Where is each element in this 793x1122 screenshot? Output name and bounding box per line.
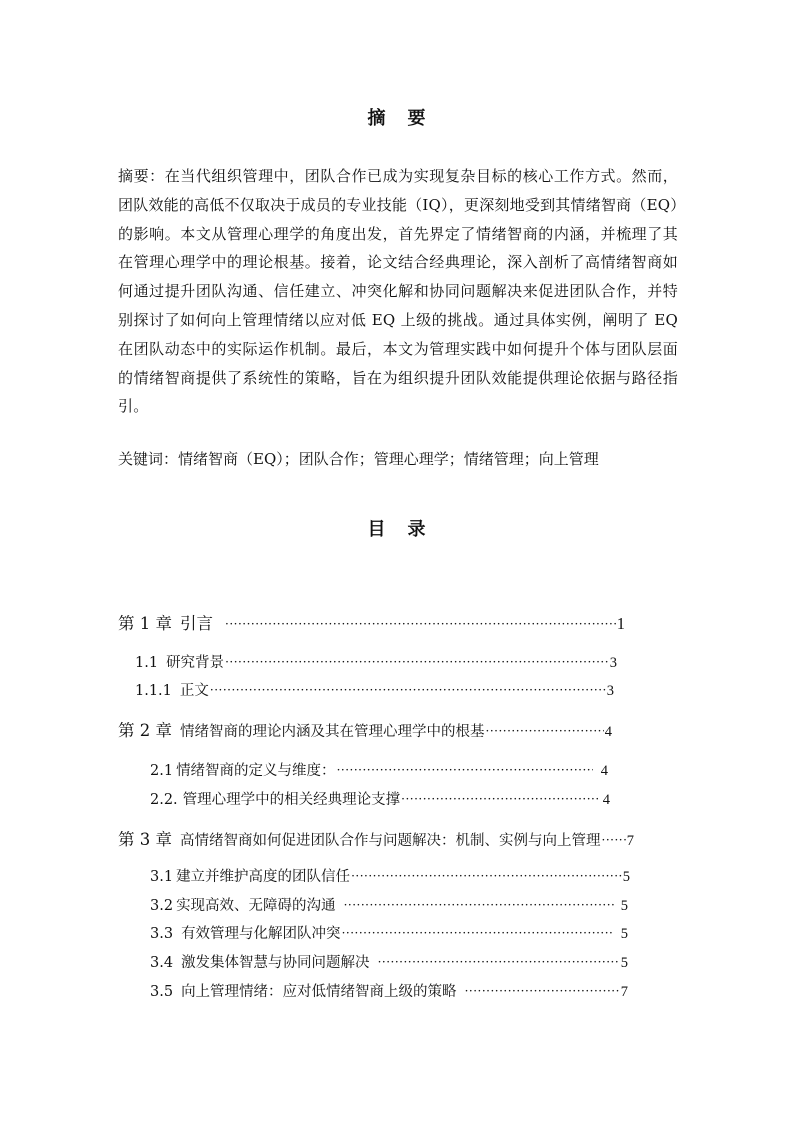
toc-entry-number: 3.2 <box>150 898 174 914</box>
toc-entry[interactable] <box>150 894 628 915</box>
dot-leader <box>337 763 593 777</box>
toc-entry-title: 激发集体智慧与协同问题解决 <box>181 955 370 971</box>
toc-entry-title: 管理心理学中的相关经典理论支撑 <box>182 792 401 808</box>
toc-entry-title: 正文 <box>179 683 209 699</box>
dot-leader <box>378 955 620 969</box>
toc-entry-number: 3.3 <box>150 926 174 942</box>
toc-entry-page: 5 <box>620 926 628 942</box>
toc-entry-title: 有效管理与化解团队冲突 <box>181 926 341 942</box>
toc-entry-number: 第 3 章 <box>118 830 172 849</box>
toc-entry-title: 实现高效、无障碍的沟通 <box>176 898 336 914</box>
toc-entry-page: 5 <box>622 869 630 885</box>
dot-leader <box>486 724 604 738</box>
toc-entry[interactable] <box>150 759 608 780</box>
keywords-line: 关键词：情绪智商（EQ）；团队合作；管理心理学；情绪管理；向上管理 <box>118 450 599 468</box>
toc-entry-title: 建立并维护高度的团队信任 <box>176 869 351 885</box>
toc-entry[interactable] <box>150 922 628 943</box>
toc-entry-page: 5 <box>620 898 628 914</box>
toc-entry[interactable] <box>135 679 614 700</box>
toc-entry[interactable] <box>150 980 628 1001</box>
abstract-heading-char-1: 摘 <box>367 108 386 129</box>
dot-leader <box>225 617 616 631</box>
toc-entry-page: 7 <box>626 833 634 849</box>
toc-entry-number: 3.5 <box>150 984 174 1000</box>
toc-entry[interactable] <box>150 788 610 809</box>
toc-entry-page: 4 <box>602 792 610 808</box>
toc-entry-number: 3.1 <box>150 869 174 885</box>
toc-entry-title: 引言 <box>180 614 213 633</box>
dot-leader <box>225 655 609 669</box>
abstract-body <box>118 162 678 421</box>
toc-entry-page: 7 <box>620 984 628 1000</box>
toc-entry-page: 1 <box>616 614 625 633</box>
toc-entry-number: 1.1.1 <box>135 683 172 699</box>
toc-entry-number: 1.1 <box>135 655 159 671</box>
toc-heading-char-2: 录 <box>407 519 426 540</box>
toc-entry-number: 第 2 章 <box>118 721 172 740</box>
toc-entry-title: 情绪智商的定义与维度： <box>176 763 336 779</box>
toc-entry-page: 3 <box>606 683 614 699</box>
toc-entry[interactable] <box>118 826 634 850</box>
dot-leader <box>465 984 620 998</box>
toc-entry-page: 3 <box>609 655 617 671</box>
toc-entry[interactable] <box>135 651 617 672</box>
toc-entry-number: 2.1 <box>150 763 174 779</box>
toc-entry-title: 高情绪智商如何促进团队合作与问题解决：机制、实例与向上管理 <box>180 833 601 849</box>
abstract-heading <box>0 104 793 130</box>
toc-entry[interactable] <box>150 951 628 972</box>
toc-entry-title: 研究背景 <box>166 655 225 671</box>
toc-entry-number: 第 1 章 <box>118 614 172 633</box>
toc-entry-page: 4 <box>600 763 608 779</box>
dot-leader <box>602 833 626 847</box>
toc-heading-char-1: 目 <box>367 519 386 540</box>
toc-entry-number: 3.4 <box>150 955 174 971</box>
dot-leader <box>210 683 606 697</box>
dot-leader <box>342 926 613 940</box>
dot-leader <box>351 869 622 883</box>
dot-leader <box>401 792 598 806</box>
abstract-heading-char-2: 要 <box>407 108 426 129</box>
toc-entry[interactable] <box>118 717 612 741</box>
toc-entry-title: 情绪智商的理论内涵及其在管理心理学中的根基 <box>180 724 485 740</box>
dot-leader <box>344 898 615 912</box>
toc-entry[interactable] <box>118 610 625 634</box>
abstract-paragraph: 摘要：在当代组织管理中，团队合作已成为实现复杂目标的核心工作方式。然而，团队效能的高低不仅取决于成员的专业技能（IQ），更深刻地受到其情绪智商（EQ）的影响。本文从管理心理学的角度出发，首先界定了情绪智商的内涵，并梳理了其在管理心理学中的理论根基。接着，论文结合经典理论，深入剖析了高情绪智商如何通过提升团队沟通、信任建立、冲突化解和协同问题解决来促进团队合作，并特别探讨了如何向上管理情绪以应对低 EQ 上级的挑战。通过具体实例，阐明了 EQ 在团队动态中的实际运作机制。最后，本文为管理实践中如何提升个体与团队层面的情绪智商提供了系统性的策略，旨在为组织提升团队效能提供理论依据与路径指引。 <box>118 167 678 416</box>
toc-entry-page: 5 <box>620 955 628 971</box>
toc-heading <box>0 515 793 541</box>
toc-entry[interactable] <box>150 865 630 886</box>
toc-entry-title: 向上管理情绪：应对低情绪智商上级的策略 <box>181 984 457 1000</box>
toc-entry-number: 2.2. <box>150 792 178 808</box>
toc-entry-page: 4 <box>604 724 612 740</box>
